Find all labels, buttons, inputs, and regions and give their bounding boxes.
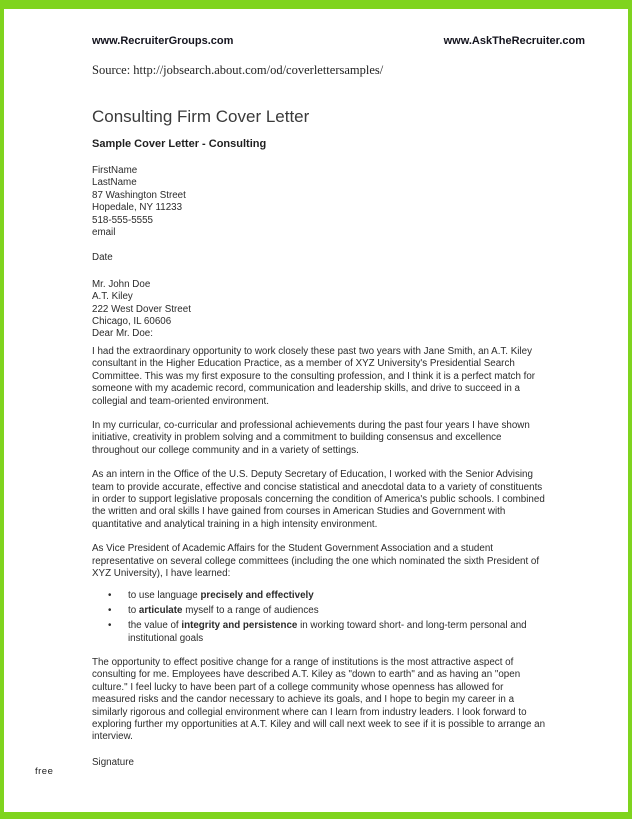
bullet-item-text xyxy=(128,605,546,617)
sender-first-name: FirstName xyxy=(92,165,138,176)
sender-city-state-zip: Hopedale, NY 11233 xyxy=(92,202,183,214)
bullet-item-text xyxy=(128,620,546,645)
bullet-item-3 xyxy=(92,620,546,645)
bullet-text-pre: to use language xyxy=(128,590,201,602)
page-header xyxy=(92,9,585,47)
header-right-url: www.AskTheRecruiter.com xyxy=(443,35,585,47)
signature-placeholder: Signature xyxy=(92,756,134,768)
bullet-item-2 xyxy=(92,605,546,617)
salutation: Dear Mr. Doe: xyxy=(92,328,153,340)
recipient-name: Mr. John Doe xyxy=(92,278,151,290)
bullet-text-bold: integrity and persistence xyxy=(181,620,298,632)
bullet-list xyxy=(92,590,546,645)
bullet-icon: • xyxy=(108,590,112,602)
recipient-company: A.T. Kiley xyxy=(92,291,133,303)
header-left-url: www.RecruiterGroups.com xyxy=(92,35,234,47)
bullet-item-1 xyxy=(92,590,546,602)
bullet-icon: • xyxy=(108,620,112,632)
bullet-text-pre: the value of xyxy=(128,620,182,632)
free-watermark: free xyxy=(35,766,54,777)
sender-phone: 518-555-5555 xyxy=(92,214,154,226)
body-paragraph-3: As an intern in the Office of the U.S. Deputy Secretary of Education, I worked with the Senior Advising team to provide accurate, effective and concise statistical and anecdotal data to a variety of constituents in order to support legislative proposals concerning the condition of America's public schools. I combined the written and oral skills I have gained from courses in American Studies and Government with quantitative and analytical training in a high intensity environment. xyxy=(92,469,545,530)
body-paragraph-4: As Vice President of Academic Affairs for the Student Government Association and a student representative on several college committees (including the one which nominated the sixth President of XYZ University), I have learned: xyxy=(92,543,540,579)
sender-last-name: LastName xyxy=(92,177,137,189)
bullet-item-text xyxy=(128,590,546,602)
sender-street: 87 Washington Street xyxy=(92,189,186,201)
closing-paragraph: The opportunity to effect positive change for a range of institutions is the most attractive aspect of consulting for me. Employees have described A.T. Kiley as "down to earth" and as having an "open culture." I feel lucky to have been part of a college community whose openness has allowed for measured risks and the candor necessary to achieve its goals, and I hope to begin my career in a similarly rigorous and collegial environment where can I learn from industry leaders. I look forward to exploring further my opportunities at A.T. Kiley and will call next week to see if it is possible to arrange an interview. xyxy=(92,657,546,743)
bullet-text-pre: to xyxy=(128,605,139,617)
page-title: Consulting Firm Cover Letter xyxy=(92,107,310,126)
body-paragraph-2: In my curricular, co-curricular and professional achievements during the past four years I have shown initiative, creativity in problem solving and a commitment to building consensus and excellence throughout our college community and in a variety of settings. xyxy=(92,419,530,456)
source-line: Source: http://jobsearch.about.com/od/coverlettersamples/ xyxy=(92,63,384,77)
body-paragraph-1: I had the extraordinary opportunity to work closely these past two years with Jane Smith, an A.T. Kiley consultant in the Higher Education Practice, as a member of XYZ University's Presidential Search Committee. This was my first exposure to the consulting profession, and I think it is a perfect match for someone with my academic record, communication and leadership skills, and drive to succeed in a collegial and team-oriented environment. xyxy=(92,345,536,407)
recipient-address-block xyxy=(92,279,546,341)
recipient-city-state-zip: Chicago, IL 60606 xyxy=(92,316,172,328)
page-subtitle: Sample Cover Letter - Consulting xyxy=(92,138,267,150)
date-placeholder: Date xyxy=(92,252,113,264)
bullet-icon: • xyxy=(108,605,112,617)
sender-address-block xyxy=(92,165,546,239)
bullet-text-post: myself to a range of audiences xyxy=(182,605,319,617)
bullet-text-bold: precisely and effectively xyxy=(200,590,314,602)
recipient-street: 222 West Dover Street xyxy=(92,303,191,315)
bullet-text-post: in working toward short- and long-term personal and institutional goals xyxy=(128,620,527,644)
bullet-text-bold: articulate xyxy=(138,605,183,617)
sender-email: email xyxy=(92,227,116,239)
